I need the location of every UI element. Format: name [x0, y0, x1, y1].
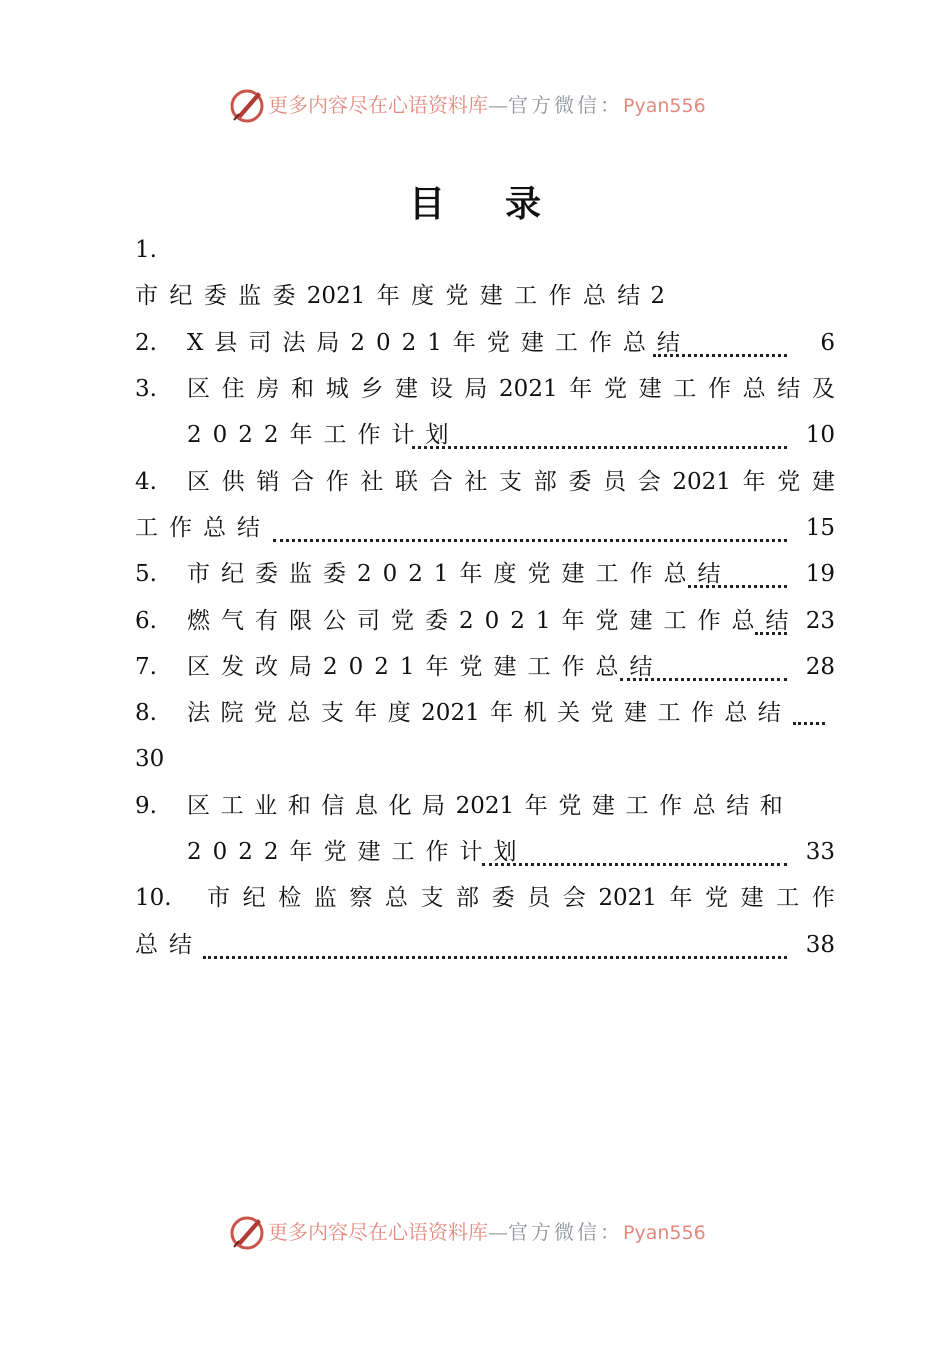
toc-number: 4.: [135, 469, 157, 495]
toc-title: 燃气有限公司党委2021年党建工作总结: [187, 608, 800, 634]
toc-page: 15: [805, 515, 835, 541]
toc-leader: [755, 628, 787, 635]
toc-leader: [412, 442, 787, 449]
toc-line[interactable]: [135, 737, 835, 781]
toc-line[interactable]: [135, 228, 835, 272]
quill-logo-icon: [228, 1213, 266, 1251]
toc-number: 6.: [135, 608, 157, 634]
toc-leader: [793, 718, 825, 725]
toc-page: 2: [650, 283, 665, 309]
toc-title: 区 住 房 和 城 乡 建 设 局 2021 年 党 建 工 作 总 结 及: [187, 376, 835, 402]
watermark-wechat-id: Pyan556: [623, 95, 706, 117]
toc-number: 1.: [135, 237, 157, 263]
toc-line[interactable]: [135, 784, 783, 828]
toc-line[interactable]: [135, 645, 835, 689]
watermark-dash: —: [488, 93, 508, 117]
toc-title: 2022年工作计划: [187, 422, 460, 448]
toc-line[interactable]: [135, 321, 835, 365]
toc-line[interactable]: [135, 599, 835, 643]
watermark-wechat-label: 官方微信：: [508, 1220, 623, 1244]
toc-number: 10.: [135, 885, 172, 911]
toc-number: 8.: [135, 700, 157, 726]
watermark-wechat-id: Pyan556: [623, 1222, 706, 1244]
toc-title: 工作总结: [135, 515, 271, 541]
toc-title: 市 纪 委 监 委 2021 年 度 党 建 工 作 总 结: [135, 283, 641, 309]
watermark-text: [268, 1217, 706, 1248]
toc-leader: [203, 952, 787, 959]
toc-number: 3.: [135, 376, 157, 402]
title-char-1: 目: [408, 184, 445, 225]
toc-leader: [620, 674, 787, 681]
toc-title: 区 工 业 和 信 息 化 局 2021 年 党 建 工 作 总 结 和: [187, 793, 783, 819]
toc-title: 区 供 销 合 作 社 联 合 社 支 部 委 员 会 2021 年 党 建: [187, 469, 835, 495]
toc-title: 市 纪 检 监 察 总 支 部 委 员 会 2021 年 党 建 工 作: [207, 885, 835, 911]
toc-page: 6: [820, 330, 835, 356]
toc-title: 法 院 党 总 支 年 度 2021 年 机 关 党 建 工 作 总 结: [187, 700, 781, 726]
toc-page: 10: [805, 422, 835, 448]
toc-leader: [273, 535, 787, 542]
toc-page: 30: [135, 746, 165, 772]
watermark-banner-bottom: [0, 1211, 950, 1255]
watermark-text: [268, 90, 706, 121]
toc-title: X县司法局2021年党建工作总结: [187, 330, 691, 356]
page-title: [0, 180, 950, 230]
toc-line[interactable]: [135, 506, 835, 550]
toc-page: 19: [805, 561, 835, 587]
toc-number: 9.: [135, 793, 157, 819]
watermark-wechat-label: 官方微信：: [508, 93, 623, 117]
toc-title: 2022年党建工作计划: [187, 839, 528, 865]
watermark-banner-top: [0, 84, 950, 128]
toc-number: 2.: [135, 330, 157, 356]
toc-leader: [653, 350, 787, 357]
watermark-dash: —: [488, 1220, 508, 1244]
toc-line[interactable]: [187, 830, 835, 874]
toc-title: 总结: [135, 932, 203, 958]
toc-line[interactable]: [135, 691, 825, 735]
toc-line[interactable]: [135, 274, 665, 318]
toc-line[interactable]: [135, 876, 835, 920]
toc-line[interactable]: [187, 413, 835, 457]
watermark-brand: 更多内容尽在心语资料库: [268, 93, 488, 117]
watermark-brand: 更多内容尽在心语资料库: [268, 1220, 488, 1244]
toc-line[interactable]: [135, 367, 835, 411]
toc-number: 7.: [135, 654, 157, 680]
toc-title: 市纪委监委2021年度党建工作总结: [187, 561, 732, 587]
toc-line[interactable]: [135, 923, 835, 967]
toc-title: 区发改局2021年党建工作总结: [187, 654, 664, 680]
toc-page: 28: [805, 654, 835, 680]
quill-logo-icon: [228, 86, 266, 124]
toc-line[interactable]: [135, 552, 835, 596]
toc-line[interactable]: [135, 460, 835, 504]
toc-number: 5.: [135, 561, 157, 587]
toc-page: 38: [805, 932, 835, 958]
toc-page: 33: [805, 839, 835, 865]
toc-leader: [688, 581, 787, 588]
toc-leader: [482, 859, 787, 866]
title-char-2: 录: [505, 184, 542, 225]
toc-page: 23: [805, 608, 835, 634]
